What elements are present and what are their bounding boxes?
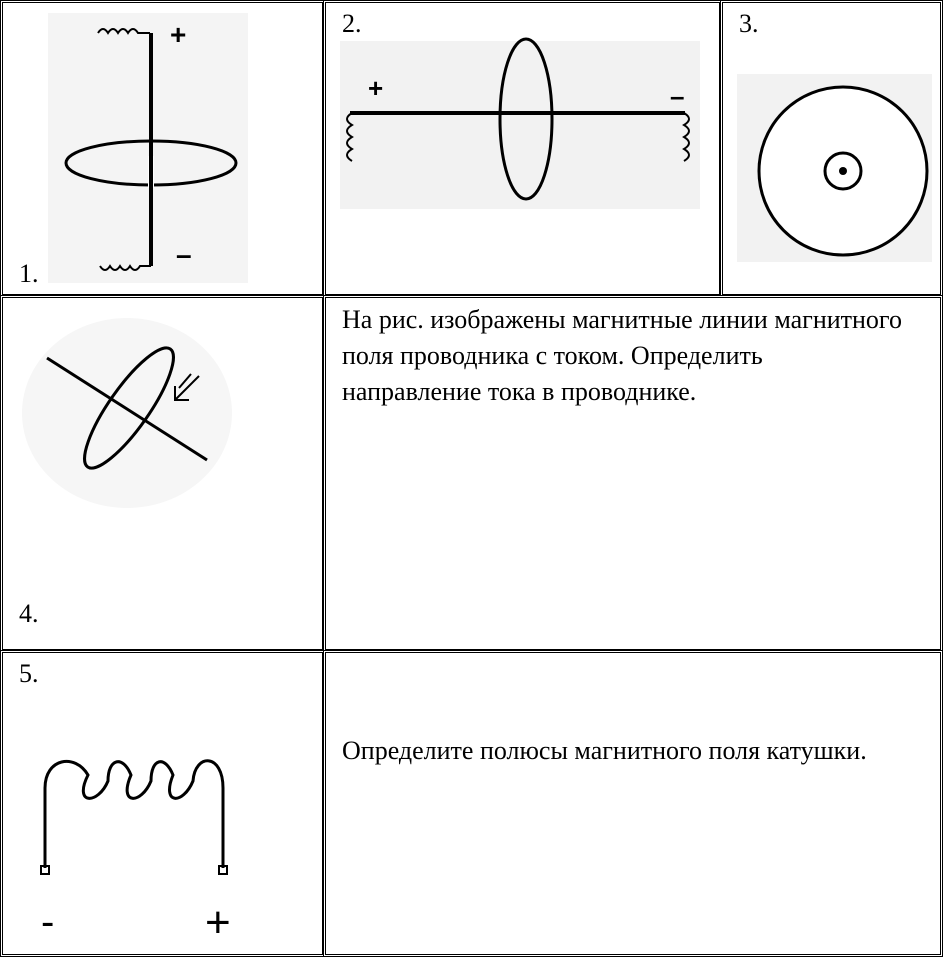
task-5-text: Определите полюсы магнитного поля катушки.: [342, 736, 867, 765]
figure-3-label: 3.: [739, 9, 759, 38]
cell-figure-1: [0, 0, 325, 297]
figure-5-plus-sign: +: [205, 898, 231, 947]
task-4-text: На рис. изображены магнитные линии магнитного поля проводника с током. Определить направление тока в проводнике.: [342, 305, 902, 406]
cell-task-4: [323, 295, 943, 652]
cell-task-5: [323, 650, 943, 957]
figure-4-field-line-diagram: [17, 308, 247, 528]
cell-figure-2: [323, 0, 722, 297]
cell-figure-5: [0, 650, 325, 957]
figure-1-vertical-wire-ring: [48, 8, 288, 288]
figure-2-label: 2.: [342, 9, 362, 38]
figure-5-coil-diagram: [13, 713, 273, 953]
figure-2-minus-sign: –: [670, 81, 685, 111]
figure-5-label: 5.: [19, 659, 39, 688]
figure-1-plus-sign: +: [170, 19, 187, 50]
figure-5-minus-sign: -: [41, 900, 55, 944]
cell-figure-3: [720, 0, 943, 297]
figure-1-label: 1.: [19, 259, 39, 288]
figure-3-field-circle: [737, 69, 937, 269]
figure-1-minus-sign: –: [176, 239, 192, 270]
figure-2-plus-sign: +: [368, 73, 384, 103]
figure-4-label: 4.: [19, 599, 39, 628]
figure-2-horizontal-wire-ring: [340, 33, 710, 233]
cell-figure-4: [0, 295, 325, 652]
